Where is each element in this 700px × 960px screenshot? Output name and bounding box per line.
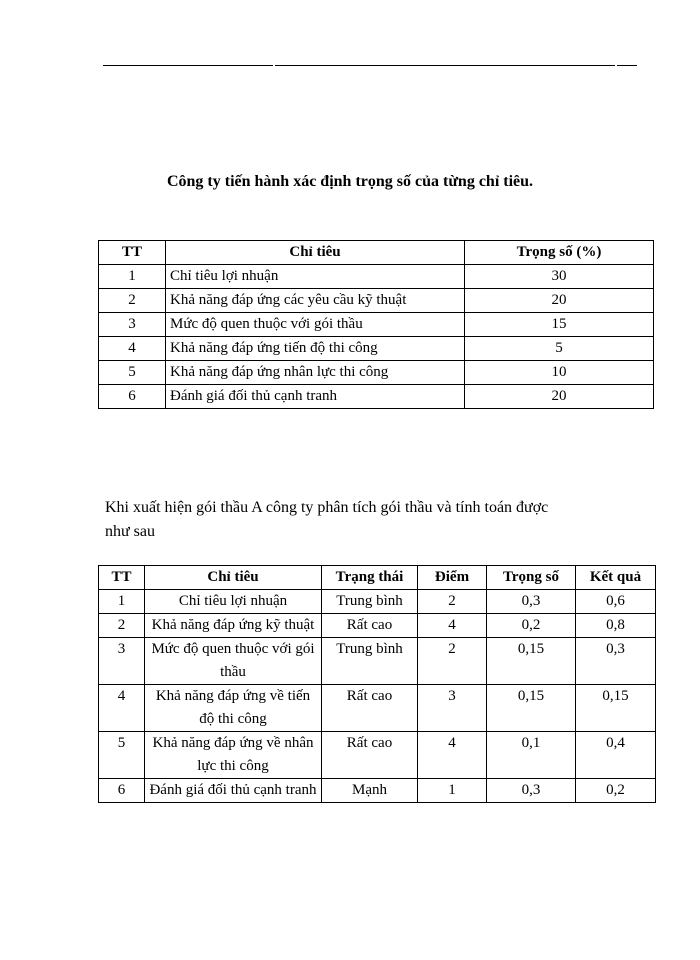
cell-criterion: Khả năng đáp ứng về tiến độ thi công (145, 685, 322, 732)
table-row (99, 590, 656, 614)
table-row (99, 385, 654, 409)
cell-tt: 4 (99, 337, 166, 361)
cell-criterion: Đánh giá đối thủ cạnh tranh (166, 385, 465, 409)
cell-status: Rất cao (322, 685, 418, 732)
cell-result: 0,4 (576, 732, 656, 779)
header-rule (617, 65, 637, 66)
cell-status: Rất cao (322, 732, 418, 779)
cell-tt: 1 (99, 590, 145, 614)
cell-criterion: Chỉ tiêu lợi nhuận (145, 590, 322, 614)
cell-score: 4 (418, 614, 487, 638)
table-row (99, 265, 654, 289)
table-header-row (99, 241, 654, 265)
table-row (99, 361, 654, 385)
cell-criterion: Khả năng đáp ứng nhân lực thi công (166, 361, 465, 385)
weights-table (98, 240, 654, 409)
cell-weight: 0,3 (487, 590, 576, 614)
cell-status: Trung bình (322, 590, 418, 614)
cell-weight: 30 (465, 265, 654, 289)
header-cell: TT (99, 566, 145, 590)
cell-score: 2 (418, 590, 487, 614)
cell-weight: 0,15 (487, 685, 576, 732)
header-cell: TT (99, 241, 166, 265)
header-cell: Chỉ tiêu (145, 566, 322, 590)
cell-weight: 10 (465, 361, 654, 385)
evaluation-table (98, 565, 656, 803)
header-cell: Kết quả (576, 566, 656, 590)
header-cell: Chỉ tiêu (166, 241, 465, 265)
cell-status: Rất cao (322, 614, 418, 638)
cell-tt: 1 (99, 265, 166, 289)
header-cell: Trọng số (487, 566, 576, 590)
cell-criterion: Khả năng đáp ứng kỹ thuật (145, 614, 322, 638)
cell-tt: 5 (99, 361, 166, 385)
header-rule (275, 65, 615, 66)
paragraph-line: như sau (105, 523, 155, 540)
section-heading: Công ty tiến hành xác định trọng số của từng chỉ tiêu. (166, 173, 534, 190)
cell-tt: 4 (99, 685, 145, 732)
cell-tt: 2 (99, 289, 166, 313)
cell-result: 0,6 (576, 590, 656, 614)
cell-score: 2 (418, 638, 487, 685)
cell-criterion: Khả năng đáp ứng tiến độ thi công (166, 337, 465, 361)
cell-result: 0,3 (576, 638, 656, 685)
cell-tt: 3 (99, 313, 166, 337)
cell-tt: 5 (99, 732, 145, 779)
table-row (99, 685, 656, 732)
cell-weight: 20 (465, 385, 654, 409)
cell-score: 3 (418, 685, 487, 732)
cell-criterion: Đánh giá đối thủ cạnh tranh (145, 779, 322, 803)
cell-weight: 15 (465, 313, 654, 337)
cell-weight: 0,1 (487, 732, 576, 779)
table-row (99, 289, 654, 313)
header-rule (103, 65, 273, 66)
table-row (99, 337, 654, 361)
cell-criterion: Mức độ quen thuộc với gói thầu (166, 313, 465, 337)
cell-tt: 2 (99, 614, 145, 638)
table-row (99, 732, 656, 779)
table-row (99, 638, 656, 685)
header-cell: Trọng số (%) (465, 241, 654, 265)
cell-criterion: Chỉ tiêu lợi nhuận (166, 265, 465, 289)
cell-weight: 5 (465, 337, 654, 361)
cell-result: 0,8 (576, 614, 656, 638)
table-header-row (99, 566, 656, 590)
intro-paragraph (105, 496, 635, 544)
cell-criterion: Mức độ quen thuộc với gói thầu (145, 638, 322, 685)
table-row (99, 779, 656, 803)
paragraph-line: Khi xuất hiện gói thầu A công ty phân tích gói thầu và tính toán được (105, 499, 549, 516)
cell-tt: 6 (99, 779, 145, 803)
cell-result: 0,15 (576, 685, 656, 732)
table-row (99, 313, 654, 337)
header-cell: Điểm (418, 566, 487, 590)
cell-status: Mạnh (322, 779, 418, 803)
cell-criterion: Khả năng đáp ứng về nhân lực thi công (145, 732, 322, 779)
cell-score: 4 (418, 732, 487, 779)
cell-weight: 20 (465, 289, 654, 313)
cell-weight: 0,2 (487, 614, 576, 638)
cell-weight: 0,15 (487, 638, 576, 685)
header-cell: Trạng thái (322, 566, 418, 590)
cell-tt: 3 (99, 638, 145, 685)
cell-criterion: Khả năng đáp ứng các yêu cầu kỹ thuật (166, 289, 465, 313)
table-row (99, 614, 656, 638)
cell-weight: 0,3 (487, 779, 576, 803)
cell-result: 0,2 (576, 779, 656, 803)
cell-status: Trung bình (322, 638, 418, 685)
cell-tt: 6 (99, 385, 166, 409)
cell-score: 1 (418, 779, 487, 803)
